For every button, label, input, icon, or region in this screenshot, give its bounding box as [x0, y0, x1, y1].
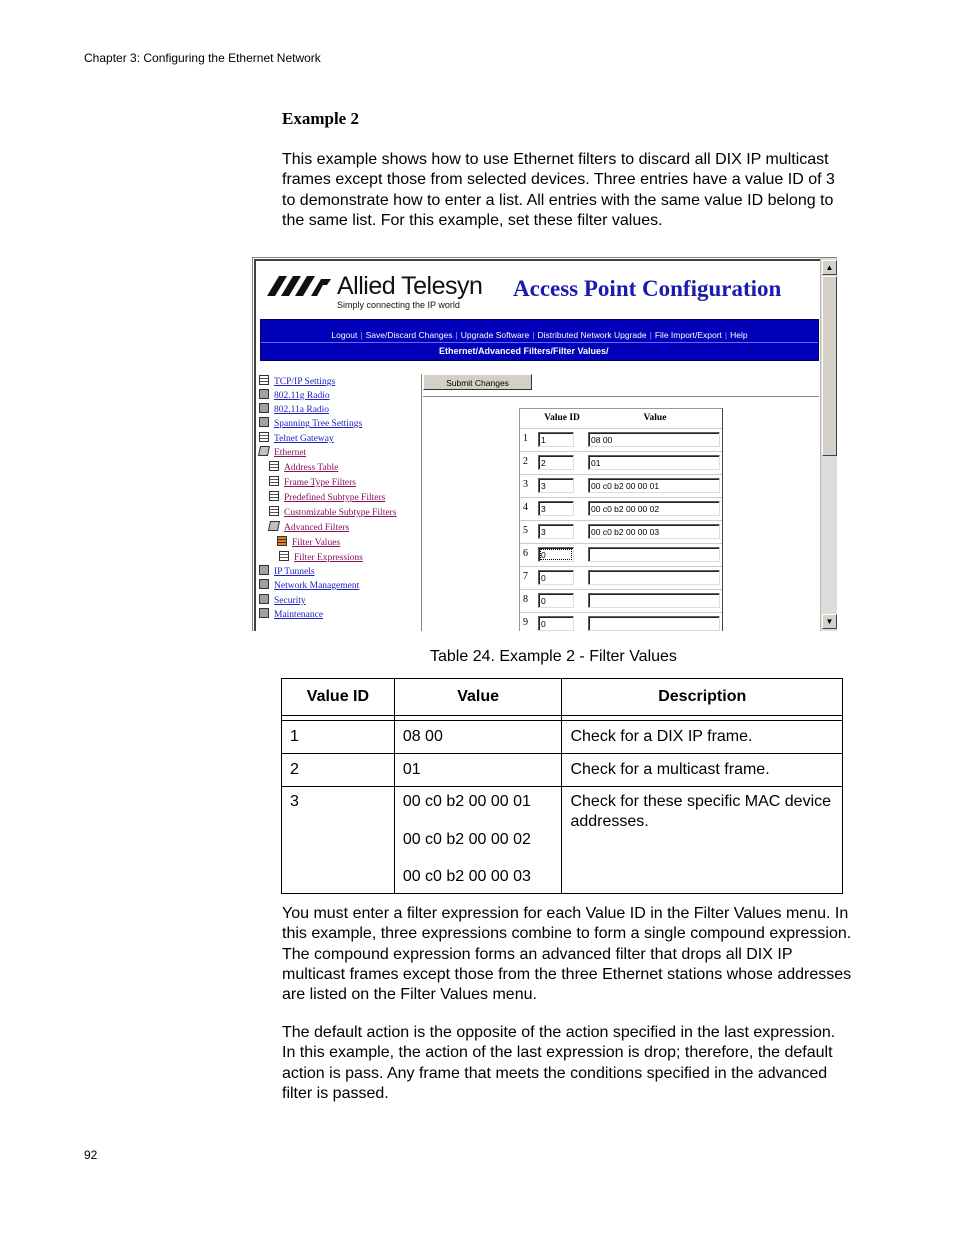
tree-item-frame-type-filters[interactable]: Frame Type Filters: [269, 476, 356, 490]
row-value: 01: [402, 761, 421, 778]
row-description: Check for a DIX IP frame.: [570, 728, 753, 745]
filter-row: [520, 520, 722, 543]
value-id-input[interactable]: 0: [538, 547, 574, 562]
tree-item-80211a-radio[interactable]: 802.11a Radio: [259, 403, 329, 417]
nav-link-file-import-export[interactable]: File Import/Export: [654, 330, 722, 340]
table-row: [282, 754, 843, 787]
document-icon: [259, 375, 269, 385]
intro-paragraph: This example shows how to use Ethernet filters to discard all DIX IP multicast frames except those from selected devices. Three entries have a value ID of 3 to demonstrate how to enter a list. All entries with the same value ID belong to the same list. For this example, set these filter values.: [282, 151, 835, 229]
filter-row: [520, 474, 722, 497]
value-input[interactable]: 00 c0 b2 00 00 03: [588, 524, 720, 539]
folder-icon: [259, 417, 269, 427]
table-row: [282, 721, 843, 754]
tree-item-maintenance[interactable]: Maintenance: [259, 608, 323, 622]
allied-telesyn-mark-icon: [267, 275, 333, 297]
nav-links: Logout | Save/Discard Changes | Upgrade Software | Distributed Network Upgrade | File Import/Export | Help: [331, 330, 748, 340]
nav-link-help[interactable]: Help: [730, 330, 748, 340]
brand-name: Allied Telesyn: [337, 272, 483, 300]
row-number: 4: [523, 502, 528, 513]
document-icon: [279, 551, 289, 561]
filter-values-table: [519, 408, 723, 631]
filter-row: [520, 497, 722, 520]
default-action-paragraph: The default action is the opposite of the action specified in the last expression. In this example, the action of the last expression is drop; therefore, the default action is pass. Any frame that meets the conditions specified in the advanced filter is passed.: [282, 1024, 836, 1102]
value-input[interactable]: 00 c0 b2 00 00 02: [588, 501, 720, 516]
tree-item-80211g-radio[interactable]: 802.11g Radio: [259, 389, 330, 403]
row-number: 3: [523, 479, 528, 490]
value-input[interactable]: [588, 570, 720, 585]
filter-row: [520, 428, 722, 451]
submit-changes-button[interactable]: Submit Changes: [423, 374, 532, 390]
row-number: 8: [523, 594, 528, 605]
tree-item-customizable-subtype[interactable]: Customizable Subtype Filters: [269, 506, 396, 520]
tree-item-security[interactable]: Security: [259, 594, 306, 608]
tree-item-filter-expressions[interactable]: Filter Expressions: [279, 551, 363, 565]
filter-row: [520, 589, 722, 612]
filter-values-doc-table: [281, 678, 843, 894]
folder-icon: [259, 389, 269, 399]
tree-item-ip-tunnels[interactable]: IP Tunnels: [259, 565, 315, 579]
example-heading: Example 2: [282, 109, 359, 128]
row-value: 00 c0 b2 00 00 02: [402, 831, 531, 848]
brand-tagline: Simply connecting the IP world: [337, 300, 460, 310]
nav-link-logout[interactable]: Logout: [331, 330, 358, 340]
value-input[interactable]: [588, 593, 720, 608]
table-caption: Table 24. Example 2 - Filter Values: [430, 648, 677, 665]
allied-telesyn-logo: [267, 272, 492, 312]
tree-item-advanced-filters[interactable]: Advanced Filters: [269, 521, 349, 535]
scroll-down-arrow-icon[interactable]: ▼: [822, 614, 837, 629]
value-input[interactable]: 08 00: [588, 432, 720, 447]
header-value-id: Value ID: [282, 679, 395, 716]
value-id-input[interactable]: 3: [538, 501, 574, 516]
scroll-thumb[interactable]: [822, 276, 837, 456]
nav-link-distributed-upgrade[interactable]: Distributed Network Upgrade: [537, 330, 647, 340]
top-navigation-bar: [260, 319, 819, 361]
tree-item-address-table[interactable]: Address Table: [269, 461, 338, 475]
value-input[interactable]: [588, 616, 720, 631]
row-number: 9: [523, 617, 528, 628]
tree-item-network-management[interactable]: Network Management: [259, 579, 359, 593]
folder-icon: [259, 608, 269, 618]
header-description: Description: [562, 679, 843, 716]
document-icon: [269, 506, 279, 516]
row-value: 08 00: [402, 728, 443, 745]
header-value: Value: [643, 413, 667, 423]
doc-table-header: [282, 679, 843, 716]
tree-item-ethernet[interactable]: Ethernet: [259, 446, 306, 460]
nav-link-upgrade-software[interactable]: Upgrade Software: [460, 330, 530, 340]
document-icon: [259, 432, 269, 442]
filter-row: [520, 566, 722, 589]
value-id-input[interactable]: 3: [538, 524, 574, 539]
value-input[interactable]: 00 c0 b2 00 00 01: [588, 478, 720, 493]
row-value-id: 3: [290, 793, 299, 810]
tree-item-predefined-subtype[interactable]: Predefined Subtype Filters: [269, 491, 385, 505]
page-title: Access Point Configuration: [513, 276, 782, 301]
access-point-screenshot: [252, 257, 837, 631]
running-head: Chapter 3: Configuring the Ethernet Network: [84, 51, 321, 65]
row-value-id: 1: [290, 728, 299, 745]
row-value-id: 2: [290, 761, 299, 778]
tree-item-filter-values[interactable]: Filter Values: [277, 536, 340, 550]
row-description: Check for these specific MAC device addresses.: [570, 793, 832, 830]
value-id-input[interactable]: 0: [538, 570, 574, 585]
filter-row: [520, 451, 722, 474]
document-icon: [269, 476, 279, 486]
folder-icon: [259, 594, 269, 604]
folder-icon: [259, 565, 269, 575]
vertical-scrollbar[interactable]: [820, 258, 837, 631]
header-value: Value: [394, 679, 562, 716]
value-id-input[interactable]: 2: [538, 455, 574, 470]
header-value-id: Value ID: [544, 413, 580, 423]
row-number: 6: [523, 548, 528, 559]
filter-values-header: [520, 409, 722, 428]
document-icon: [269, 491, 279, 501]
active-document-icon: [277, 536, 287, 546]
filter-row: [520, 543, 722, 566]
row-number: 5: [523, 525, 528, 536]
value-id-input[interactable]: 0: [538, 593, 574, 608]
value-input[interactable]: 01: [588, 455, 720, 470]
nav-link-save-discard[interactable]: Save/Discard Changes: [365, 330, 453, 340]
value-id-input[interactable]: 3: [538, 478, 574, 493]
scroll-up-arrow-icon[interactable]: ▲: [822, 260, 837, 275]
row-number: 1: [523, 433, 528, 444]
row-value: 00 c0 b2 00 00 01: [402, 793, 531, 810]
row-number: 2: [523, 456, 528, 467]
row-description: Check for a multicast frame.: [570, 761, 770, 778]
filter-row: [520, 612, 722, 631]
row-value: 00 c0 b2 00 00 03: [402, 868, 531, 885]
value-input[interactable]: [588, 547, 720, 562]
document-icon: [269, 461, 279, 471]
folder-icon: [259, 579, 269, 589]
tree-item-spanning-tree[interactable]: Spanning Tree Settings: [259, 417, 362, 431]
open-folder-icon: [258, 446, 270, 456]
value-id-input[interactable]: 0: [538, 616, 574, 631]
table-row: [282, 787, 843, 894]
folder-icon: [259, 403, 269, 413]
filter-expression-paragraph: You must enter a filter expression for each Value ID in the Filter Values menu. In this example, three expressions combine to form a single compound expression. The compound expression forms an advanced filter that drops all DIX IP multicast frames except those from the three Ethernet stations whose addresses are listed on the Filter Values menu.: [282, 905, 852, 1004]
page-number: 92: [84, 1148, 98, 1162]
tree-item-telnet-gateway[interactable]: Telnet Gateway: [259, 432, 334, 446]
tree-item-tcpip-settings[interactable]: TCP/IP Settings: [259, 375, 335, 389]
breadcrumb: Ethernet/Advanced Filters/Filter Values/: [439, 346, 609, 356]
row-number: 7: [523, 571, 528, 582]
value-id-input[interactable]: 1: [538, 432, 574, 447]
open-folder-icon: [268, 521, 280, 531]
